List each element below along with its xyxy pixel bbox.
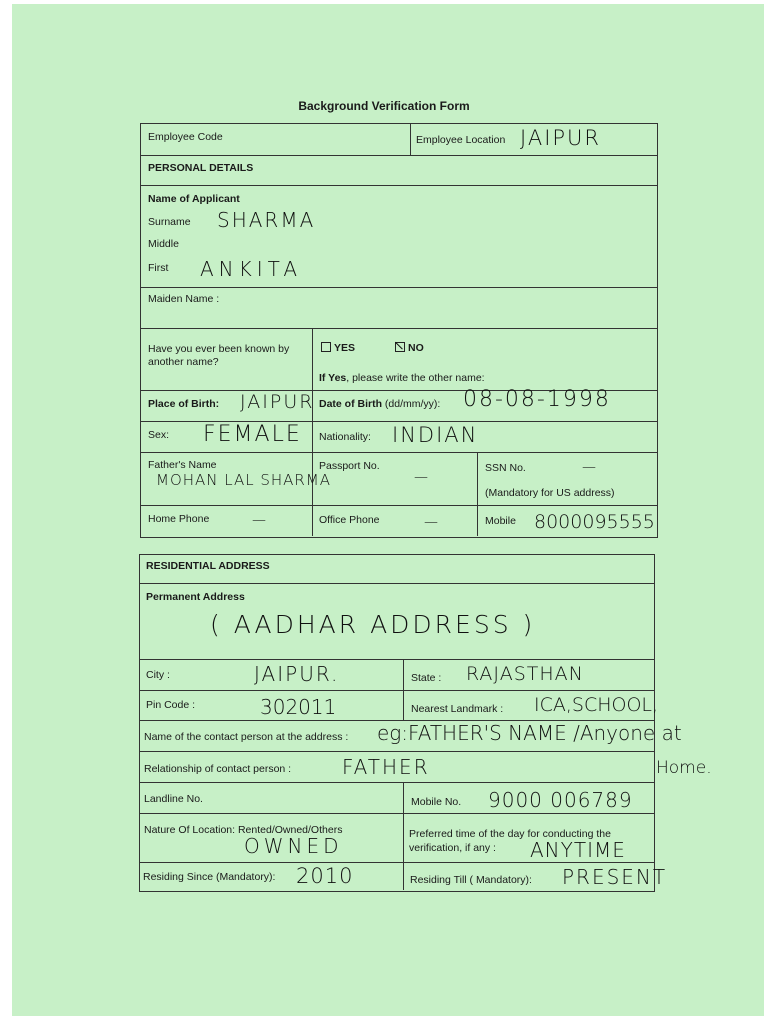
- res-mobile-value[interactable]: 9000 006789: [488, 788, 633, 812]
- contact-person-value[interactable]: eg:FATHER'S NAME /Anyone at: [377, 721, 682, 745]
- first-name-value[interactable]: ANKITA: [200, 257, 303, 281]
- col-divider: [403, 782, 404, 890]
- maiden-name-label: Maiden Name :: [148, 293, 220, 305]
- other-name-question: Have you ever been known by: [148, 343, 290, 355]
- yes-label: YES: [334, 342, 356, 354]
- employee-code-label: Employee Code: [148, 131, 223, 143]
- contact-person-label: Name of the contact person at the address :: [144, 731, 349, 743]
- state-label: State :: [411, 672, 442, 684]
- row-divider: [139, 782, 654, 783]
- date-of-birth-value[interactable]: 08-08-1998: [463, 387, 611, 412]
- employee-location-label: Employee Location: [416, 134, 506, 146]
- pin-code-value[interactable]: 302011: [260, 695, 337, 719]
- if-yes-bold: If Yes: [319, 372, 347, 384]
- col-divider: [477, 452, 478, 536]
- contact-person-value-cont: Home.: [656, 758, 712, 778]
- permanent-address-label: Permanent Address: [146, 591, 245, 603]
- row-divider: [140, 185, 657, 186]
- nearest-landmark-value[interactable]: ICA,SCHOOL,: [534, 694, 659, 716]
- passport-label: Passport No.: [319, 460, 380, 472]
- dob-format: (dd/mm/yy):: [384, 398, 441, 410]
- nationality-label: Nationality:: [319, 431, 371, 443]
- name-of-applicant-heading: Name of Applicant: [148, 193, 240, 205]
- office-phone-label: Office Phone: [319, 514, 380, 526]
- relationship-label: Relationship of contact person :: [144, 763, 292, 775]
- passport-value[interactable]: —: [414, 469, 430, 485]
- row-divider: [139, 690, 654, 691]
- city-value[interactable]: JAIPUR.: [254, 662, 340, 686]
- mobile-value[interactable]: 8000095555: [534, 511, 655, 533]
- row-divider: [140, 452, 657, 453]
- if-yes-instruction: [319, 372, 485, 385]
- no-checkbox-checked[interactable]: [395, 342, 405, 352]
- row-divider: [140, 505, 657, 506]
- row-divider: [139, 813, 654, 814]
- row-divider: [139, 583, 654, 584]
- sex-value[interactable]: FEMALE: [203, 422, 302, 447]
- landline-label: Landline No.: [144, 793, 203, 805]
- form-title: Background Verification Form: [298, 99, 470, 113]
- place-of-birth-value[interactable]: JAIPUR: [240, 391, 315, 413]
- state-value[interactable]: RAJASTHAN: [466, 663, 584, 685]
- mobile-label: Mobile: [485, 515, 516, 527]
- fathers-name-value[interactable]: MOHAN LAL SHARMA: [156, 471, 332, 489]
- first-label: First: [148, 262, 169, 274]
- residential-address-heading: RESIDENTIAL ADDRESS: [146, 560, 270, 572]
- nature-of-location-value[interactable]: OWNED: [244, 834, 343, 858]
- dob-label-bold: Date of Birth: [319, 398, 382, 410]
- yes-option[interactable]: [321, 342, 355, 355]
- row-divider: [139, 862, 654, 863]
- ssn-mandatory-note: (Mandatory for US address): [485, 487, 615, 499]
- relationship-value[interactable]: FATHER: [342, 755, 430, 779]
- surname-label: Surname: [148, 216, 191, 228]
- residing-since-value[interactable]: 2010: [296, 864, 354, 888]
- other-name-question-cont: another name?: [148, 356, 219, 368]
- if-yes-rest: , please write the other name:: [346, 372, 485, 384]
- preferred-time-label-cont: verification, if any :: [409, 842, 496, 854]
- sex-label: Sex:: [148, 429, 170, 441]
- row-divider: [139, 659, 654, 660]
- row-divider: [140, 287, 657, 288]
- middle-label: Middle: [148, 238, 179, 250]
- no-option[interactable]: [395, 342, 424, 355]
- row-divider: [140, 155, 657, 156]
- ssn-label: SSN No.: [485, 462, 526, 474]
- residing-till-value[interactable]: PRESENT: [562, 865, 668, 889]
- no-label: NO: [408, 342, 424, 354]
- place-of-birth-label: Place of Birth:: [148, 398, 220, 410]
- employee-location-value[interactable]: JAIPUR: [520, 126, 602, 150]
- res-mobile-label: Mobile No.: [411, 796, 462, 808]
- nature-of-location-label: Nature Of Location: Rented/Owned/Others: [144, 824, 343, 836]
- residing-till-label: Residing Till ( Mandatory):: [410, 874, 532, 886]
- col-divider: [410, 123, 411, 155]
- preferred-time-value[interactable]: ANYTIME: [530, 838, 626, 862]
- city-label: City :: [146, 669, 170, 681]
- col-divider: [312, 328, 313, 536]
- pin-code-label: Pin Code :: [146, 699, 196, 711]
- preferred-time-label: Preferred time of the day for conducting the: [409, 828, 611, 840]
- nearest-landmark-label: Nearest Landmark :: [411, 703, 504, 715]
- nationality-value[interactable]: INDIAN: [392, 423, 479, 447]
- col-divider: [403, 659, 404, 720]
- yes-checkbox[interactable]: [321, 342, 331, 352]
- ssn-value[interactable]: —: [582, 459, 598, 475]
- surname-value[interactable]: SHARMA: [217, 208, 316, 232]
- residing-since-label: Residing Since (Mandatory):: [143, 871, 276, 883]
- personal-details-heading: PERSONAL DETAILS: [148, 162, 254, 174]
- fathers-name-label: Father's Name: [148, 459, 217, 471]
- permanent-address-value[interactable]: ( AADHAR ADDRESS ): [210, 610, 536, 639]
- home-phone-label: Home Phone: [148, 513, 210, 525]
- office-phone-value[interactable]: —: [424, 514, 440, 530]
- home-phone-value[interactable]: —: [252, 512, 268, 528]
- row-divider: [140, 328, 657, 329]
- row-divider: [139, 751, 654, 752]
- date-of-birth-label: [319, 398, 440, 411]
